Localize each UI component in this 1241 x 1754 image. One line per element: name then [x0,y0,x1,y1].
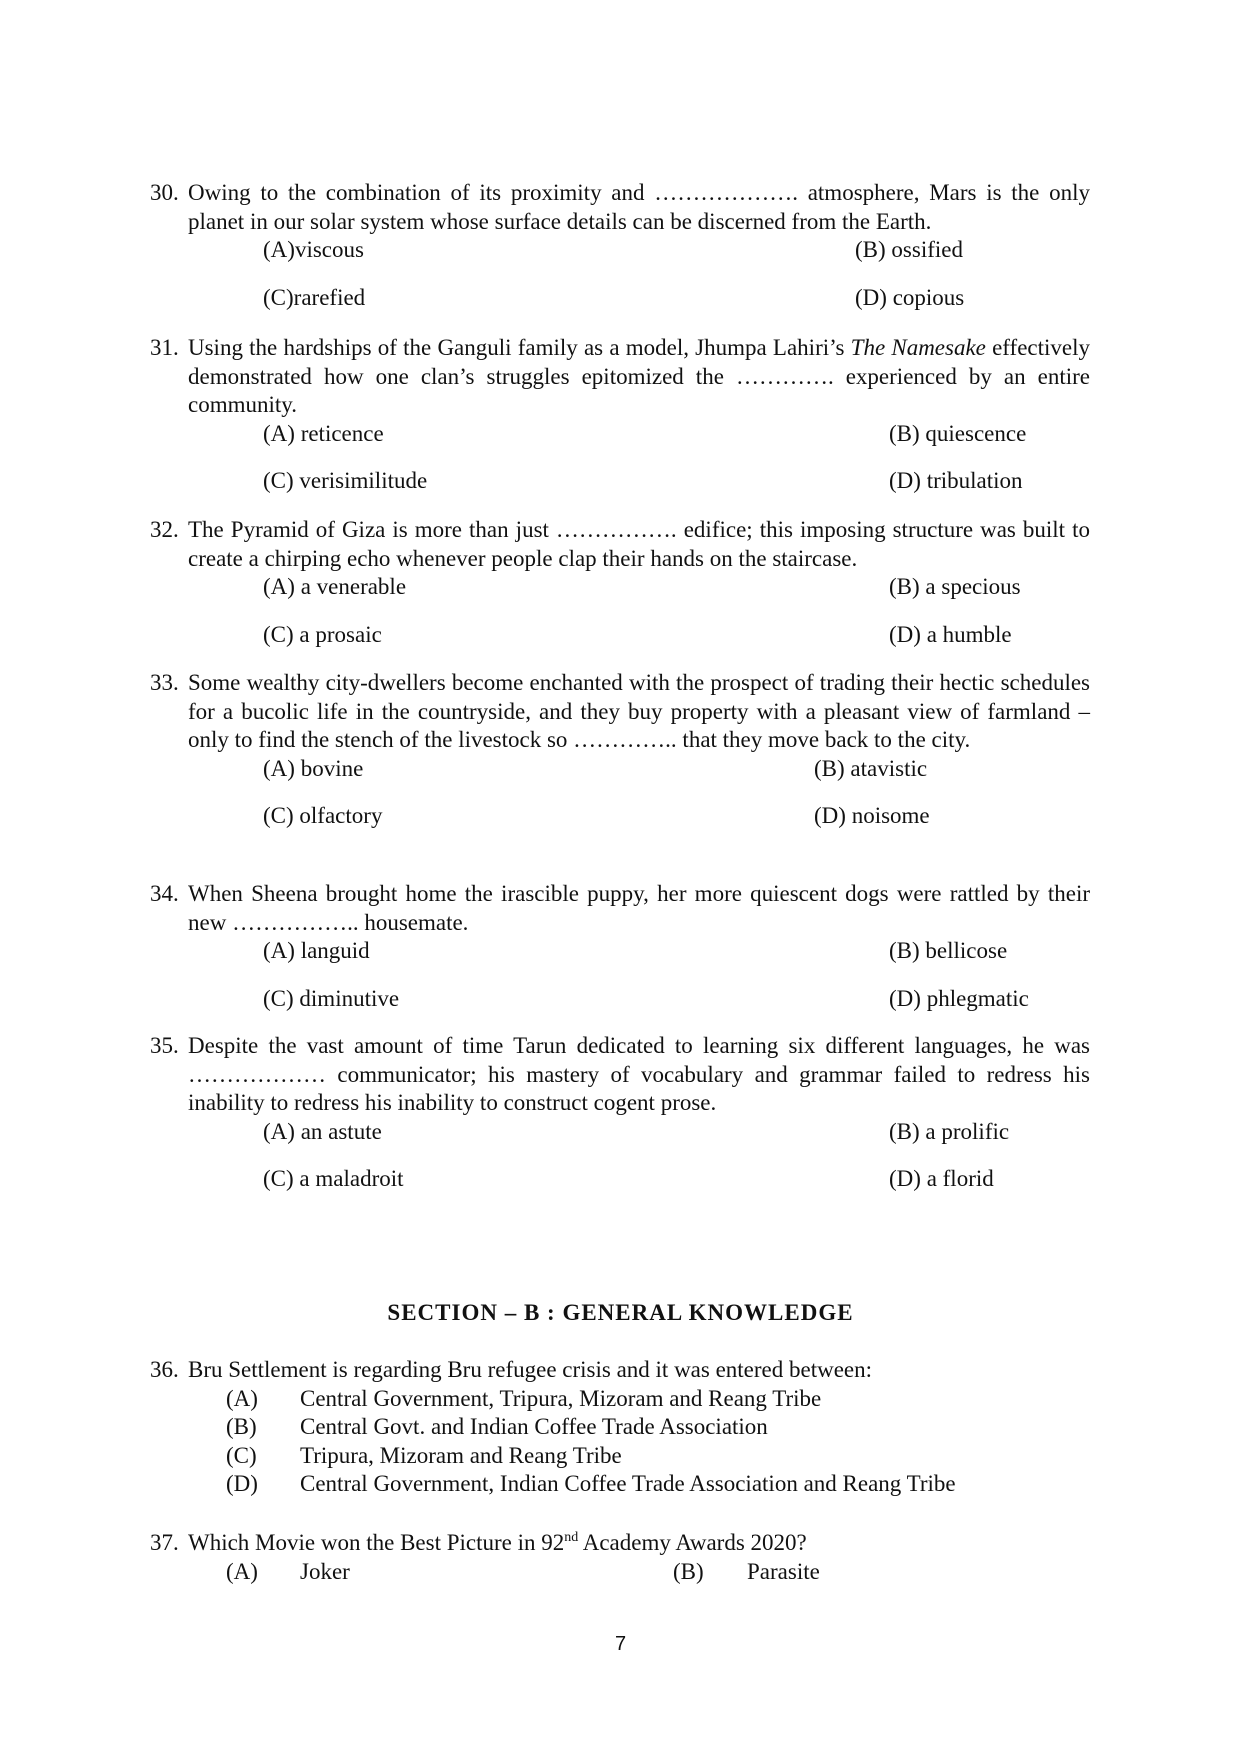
list-item [150,1442,1090,1471]
option-label: (D) [855,284,887,310]
option-text: olfactory [299,803,383,828]
option-text: atavistic [850,755,928,781]
option-label: (D) [889,985,921,1011]
option-label: (D) [814,803,846,828]
option-label: (D) [226,1471,258,1496]
option-text: a prolific [925,1118,1010,1144]
ordinal-suffix: nd [564,1530,579,1545]
question-text: Which Movie won the Best Picture in 92 [188,1530,565,1555]
option-text: tribulation [926,468,1023,493]
option-text: viscous [294,237,364,262]
question-number: 37. [150,1530,179,1555]
option-label: (A) [263,420,295,446]
question-number: 31. [150,335,179,360]
option-text: languid [300,938,370,963]
question-number: 35. [150,1033,179,1058]
list-item [150,1413,1090,1442]
list-item [150,1385,1090,1414]
question-33 [150,669,1090,831]
question-text: effectively demonstrated how one clan’s struggles epitomized the …………. experienced by an entire community. [188,335,1090,417]
section-title: SECTION – B : GENERAL KNOWLEDGE [387,1300,854,1325]
option-label: (B) [855,237,886,262]
option-label: (C) [226,1442,257,1468]
option-label: (A) [263,755,295,781]
option-text: rarefied [293,284,366,310]
option-label: (B) [889,1118,920,1144]
question-text: Academy Awards 2020? [578,1530,807,1555]
question-number: 36. [150,1357,179,1382]
option-label: (A) [226,1558,258,1584]
option-text: a maladroit [299,1166,404,1191]
option-text: bovine [300,755,364,781]
question-31 [150,334,1090,496]
page-number: 7 [614,1633,627,1655]
option-text: verisimilitude [299,468,428,493]
question-text: Using the hardships of the Ganguli family as a model, Jhumpa Lahiri’s [188,335,851,360]
option-text: Central Government, Tripura, Mizoram and Reang Tribe [300,1385,822,1411]
question-text: The Pyramid of Giza is more than just ……………. edifice; this imposing structure was built to create a chirping echo whenever people clap their hands on the staircase. [188,517,1090,571]
question-text: Some wealthy city-dwellers become enchanted with the prospect of trading their hectic schedules for a bucolic life in the countryside, and they buy property with a pleasant view of farmland – only to find the stench of the livestock so ………….. that they move back to the city. [188,670,1090,752]
question-number: 32. [150,517,179,542]
option-label: (B) [889,938,920,963]
option-text: ossified [891,237,963,262]
option-label: (D) [889,1166,921,1191]
option-text: phlegmatic [926,985,1029,1011]
option-label: (D) [889,621,921,647]
option-label: (B) [226,1414,257,1439]
book-title: The Namesake [850,335,986,360]
question-32 [150,516,1090,649]
question-text: Bru Settlement is regarding Bru refugee crisis and it was entered between: [188,1357,873,1382]
option-text: quiescence [925,420,1027,446]
option-text: a humble [926,621,1012,647]
option-label: (A) [263,938,295,963]
option-text: copious [892,284,965,310]
option-text: noisome [851,803,930,828]
option-text: Central Govt. and Indian Coffee Trade Association [300,1414,768,1439]
option-label: (C) [263,803,294,828]
option-label: (A) [263,237,295,262]
question-text: Owing to the combination of its proximity and ………………. atmosphere, Mars is the only planet in our solar system whose surface details can be discerned from the Earth. [188,180,1090,234]
list-item [150,1558,1090,1587]
option-label: (B) [889,420,920,446]
list-item [150,1470,1090,1499]
option-label: (C) [263,1166,294,1191]
question-number: 30. [150,180,179,205]
option-text: Joker [300,1558,350,1584]
option-label: (C) [263,284,294,310]
question-text: Despite the vast amount of time Tarun dedicated to learning six different languages, he was ……………… communicator; his mastery of vocabulary and grammar failed to redress his inability to redress his inability to construct cogent prose. [188,1033,1090,1115]
question-36 [150,1356,1090,1499]
question-number: 34. [150,881,179,906]
option-text: diminutive [299,985,400,1011]
option-label: (A) [263,574,295,599]
option-text: reticence [300,420,384,446]
option-label: (B) [814,755,845,781]
option-label: (C) [263,985,294,1011]
option-text: Central Government, Indian Coffee Trade Association and Reang Tribe [300,1471,956,1496]
option-text: Parasite [747,1558,820,1584]
option-text: bellicose [925,938,1008,963]
option-text: a venerable [300,574,407,599]
option-text: a prosaic [299,621,382,647]
option-text: a florid [926,1166,994,1191]
option-label: (A) [226,1385,258,1411]
option-label: (D) [889,468,921,493]
question-35 [150,1032,1090,1194]
option-label: (B) [889,574,920,599]
option-label: (B) [673,1558,704,1584]
question-text: When Sheena brought home the irascible puppy, her more quiescent dogs were rattled by their new …………….. housemate. [188,881,1090,935]
option-label: (C) [263,621,294,647]
option-text: an astute [300,1118,382,1144]
question-30 [150,179,1090,312]
question-37 [150,1529,1090,1586]
option-text: a specious [925,574,1021,599]
option-label: (C) [263,468,294,493]
option-text: Tripura, Mizoram and Reang Tribe [300,1442,622,1468]
question-number: 33. [150,670,179,695]
option-label: (A) [263,1118,295,1144]
question-34 [150,880,1090,1013]
